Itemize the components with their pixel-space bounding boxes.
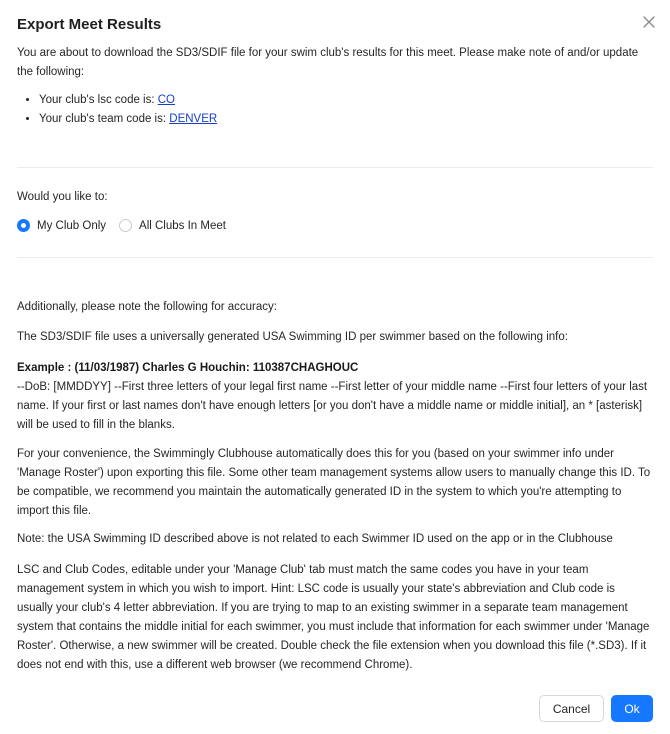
radio-label: All Clubs In Meet xyxy=(139,219,226,232)
accuracy-note: Additionally, please note the following for accuracy: xyxy=(17,301,277,313)
lsc-code-label: Your club's lsc code is: xyxy=(39,94,158,106)
export-scope-radio-group xyxy=(17,219,239,232)
radio-option-all-clubs[interactable] xyxy=(119,219,226,232)
club-codes-list xyxy=(17,91,653,129)
ok-button[interactable]: Ok xyxy=(611,695,653,722)
radio-option-my-club-only[interactable] xyxy=(17,219,106,232)
intro-text: You are about to download the SD3/SDIF file for your swim club's results for this meet. Please make note of and/or update the following: xyxy=(17,47,639,78)
radio-label: My Club Only xyxy=(37,219,107,232)
codes-info-text: LSC and Club Codes, editable under your 'Manage Club' tab must match the same codes you have in your team management system in which you wish to import. Hint: LSC code is usually your state's abbreviation and Club code is usually your club's 4 letter abbreviation. If you are trying to map to an existing swimmer in a separate team management system that contains the middle initial for each swimmer, you must include that information for each swimmer under 'Manage Roster'. Otherwise, a new swimmer will be created. Double check the file extension when you download this file (*.SD3). If it does not end with this, use a different web browser (we recommend Chrome). xyxy=(17,564,650,671)
example-block xyxy=(17,359,653,435)
team-code-link[interactable]: DENVER xyxy=(169,113,218,125)
dialog-title: Export Meet Results xyxy=(17,16,162,33)
convenience-text: For your convenience, the Swimmingly Clubhouse automatically does this for you (based on your swimmer info under 'Manage Roster') upon exporting this file. Some other team management systems allow users to manually change this ID. To be compatible, we recommend you maintain the automatically generated ID in the system to which you're attempting to import this file. xyxy=(17,448,651,517)
lsc-code-link[interactable]: CO xyxy=(157,94,175,106)
radio-button-unchecked[interactable] xyxy=(119,219,132,232)
close-icon xyxy=(640,13,658,31)
swimmer-id-note: Note: the USA Swimming ID described above is not related to each Swimmer ID used on the app or in the Clubhouse xyxy=(17,533,613,545)
cancel-button[interactable]: Cancel xyxy=(539,695,604,722)
team-code-item xyxy=(39,110,653,129)
id-info-text: The SD3/SDIF file uses a universally generated USA Swimming ID per swimmer based on the following info: xyxy=(17,331,568,343)
close-button[interactable] xyxy=(640,13,658,31)
divider xyxy=(17,257,653,258)
example-heading: Example : (11/03/1987) Charles G Houchin: 110387CHAGHOUC xyxy=(17,362,359,374)
team-code-label: Your club's team code is: xyxy=(39,113,170,125)
export-scope-question: Would you like to: xyxy=(17,191,108,203)
divider xyxy=(17,167,653,168)
radio-button-checked[interactable] xyxy=(17,219,30,232)
lsc-code-item xyxy=(39,91,653,110)
example-body: --DoB: [MMDDYY] --First three letters of your legal first name --First letter of your middle name --First four letters of your last name. If your first or last names don't have enough letters [or you don't have a middle name or middle initial], an * [asterisk] will be used to fill in the blanks. xyxy=(17,381,648,431)
